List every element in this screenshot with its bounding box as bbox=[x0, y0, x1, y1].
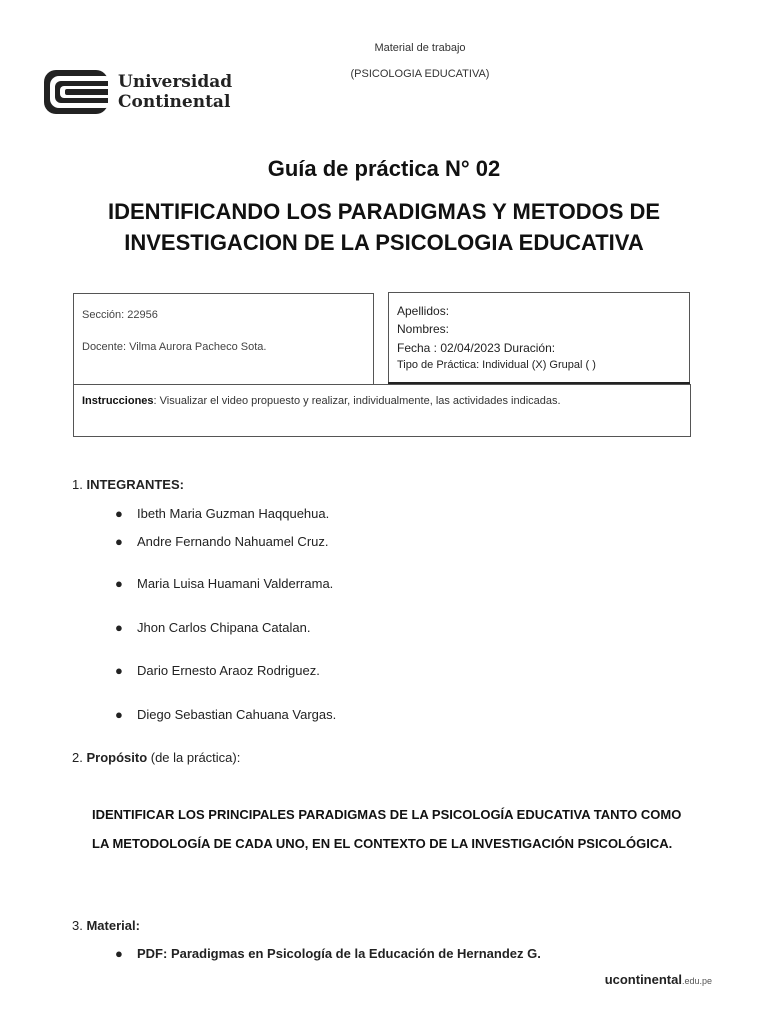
section-proposito-heading bbox=[72, 750, 240, 765]
instructions-body: : Visualizar el video propuesto y realizar, individualmente, las actividades indicadas. bbox=[153, 395, 561, 407]
bullet-icon: ● bbox=[115, 506, 123, 521]
section-title-suffix: (de la práctica): bbox=[147, 750, 241, 765]
list-item: ● Ibeth Maria Guzman Haqquehua. bbox=[115, 506, 330, 521]
footer-brand bbox=[605, 972, 712, 987]
nombres-field: Nombres: bbox=[397, 322, 450, 336]
section-number: 1. bbox=[72, 477, 83, 492]
bullet-icon: ● bbox=[115, 946, 123, 961]
section-title: INTEGRANTES: bbox=[86, 477, 184, 492]
university-logo-icon bbox=[44, 70, 108, 114]
section-number: 2. bbox=[72, 750, 83, 765]
footer-brand-name: ucontinental bbox=[604, 972, 682, 987]
seccion-text: Sección: 22956 bbox=[82, 309, 158, 321]
bullet-icon: ● bbox=[115, 534, 123, 549]
header-line-2: (PSICOLOGIA EDUCATIVA) bbox=[350, 68, 490, 80]
instructions-label: Instrucciones bbox=[82, 395, 154, 407]
instructions-box bbox=[73, 384, 691, 437]
docente-text: Docente: Vilma Aurora Pacheco Sota. bbox=[82, 341, 267, 353]
university-logo-text bbox=[118, 72, 232, 112]
bullet-icon: ● bbox=[115, 576, 123, 591]
section-material-heading bbox=[72, 918, 140, 933]
list-item: ● Diego Sebastian Cahuana Vargas. bbox=[115, 707, 337, 722]
apellidos-field: Apellidos: bbox=[397, 304, 450, 318]
section-title: Propósito bbox=[86, 750, 148, 765]
page-title: Guía de práctica N° 02 bbox=[267, 156, 501, 181]
fecha-field: Fecha : 02/04/2023 Duración: bbox=[397, 341, 556, 355]
bullet-icon: ● bbox=[115, 707, 123, 722]
logo-line-1: Universidad bbox=[118, 72, 233, 92]
bullet-icon: ● bbox=[115, 620, 123, 635]
list-item: ● Jhon Carlos Chipana Catalan. bbox=[115, 620, 311, 635]
header-line-1: Material de trabajo bbox=[374, 42, 466, 54]
list-item: ● PDF: Paradigmas en Psicología de la Educación de Hernandez G. bbox=[115, 946, 541, 961]
logo-line-2: Continental bbox=[118, 92, 231, 112]
instructions-text bbox=[82, 395, 561, 407]
list-item: ● Andre Fernando Nahuamel Cruz. bbox=[115, 534, 329, 549]
section-title: Material: bbox=[86, 918, 140, 933]
bullet-icon: ● bbox=[115, 663, 123, 678]
footer-domain: .edu.pe bbox=[681, 976, 712, 986]
section-number: 3. bbox=[72, 918, 83, 933]
purpose-text: IDENTIFICAR LOS PRINCIPALES PARADIGMAS DE LA PSICOLOGÍA EDUCATIVA TANTO COMO LA METODOLOGÍA DE CADA UNO, EN EL CONTEXTO DE LA INVESTIGACIÓN PSICOLÓGICA. bbox=[92, 807, 682, 851]
page-subtitle: IDENTIFICANDO LOS PARADIGMAS Y METODOS DE INVESTIGACION DE LA PSICOLOGIA EDUCATIVA bbox=[107, 199, 661, 255]
info-box-left bbox=[73, 293, 374, 385]
list-item: ● Maria Luisa Huamani Valderrama. bbox=[115, 576, 334, 591]
list-item: ● Dario Ernesto Araoz Rodriguez. bbox=[115, 663, 320, 678]
section-integrantes-heading bbox=[72, 477, 184, 492]
tipo-practica-field: Tipo de Práctica: Individual (X) Grupal ( ) bbox=[397, 359, 596, 371]
